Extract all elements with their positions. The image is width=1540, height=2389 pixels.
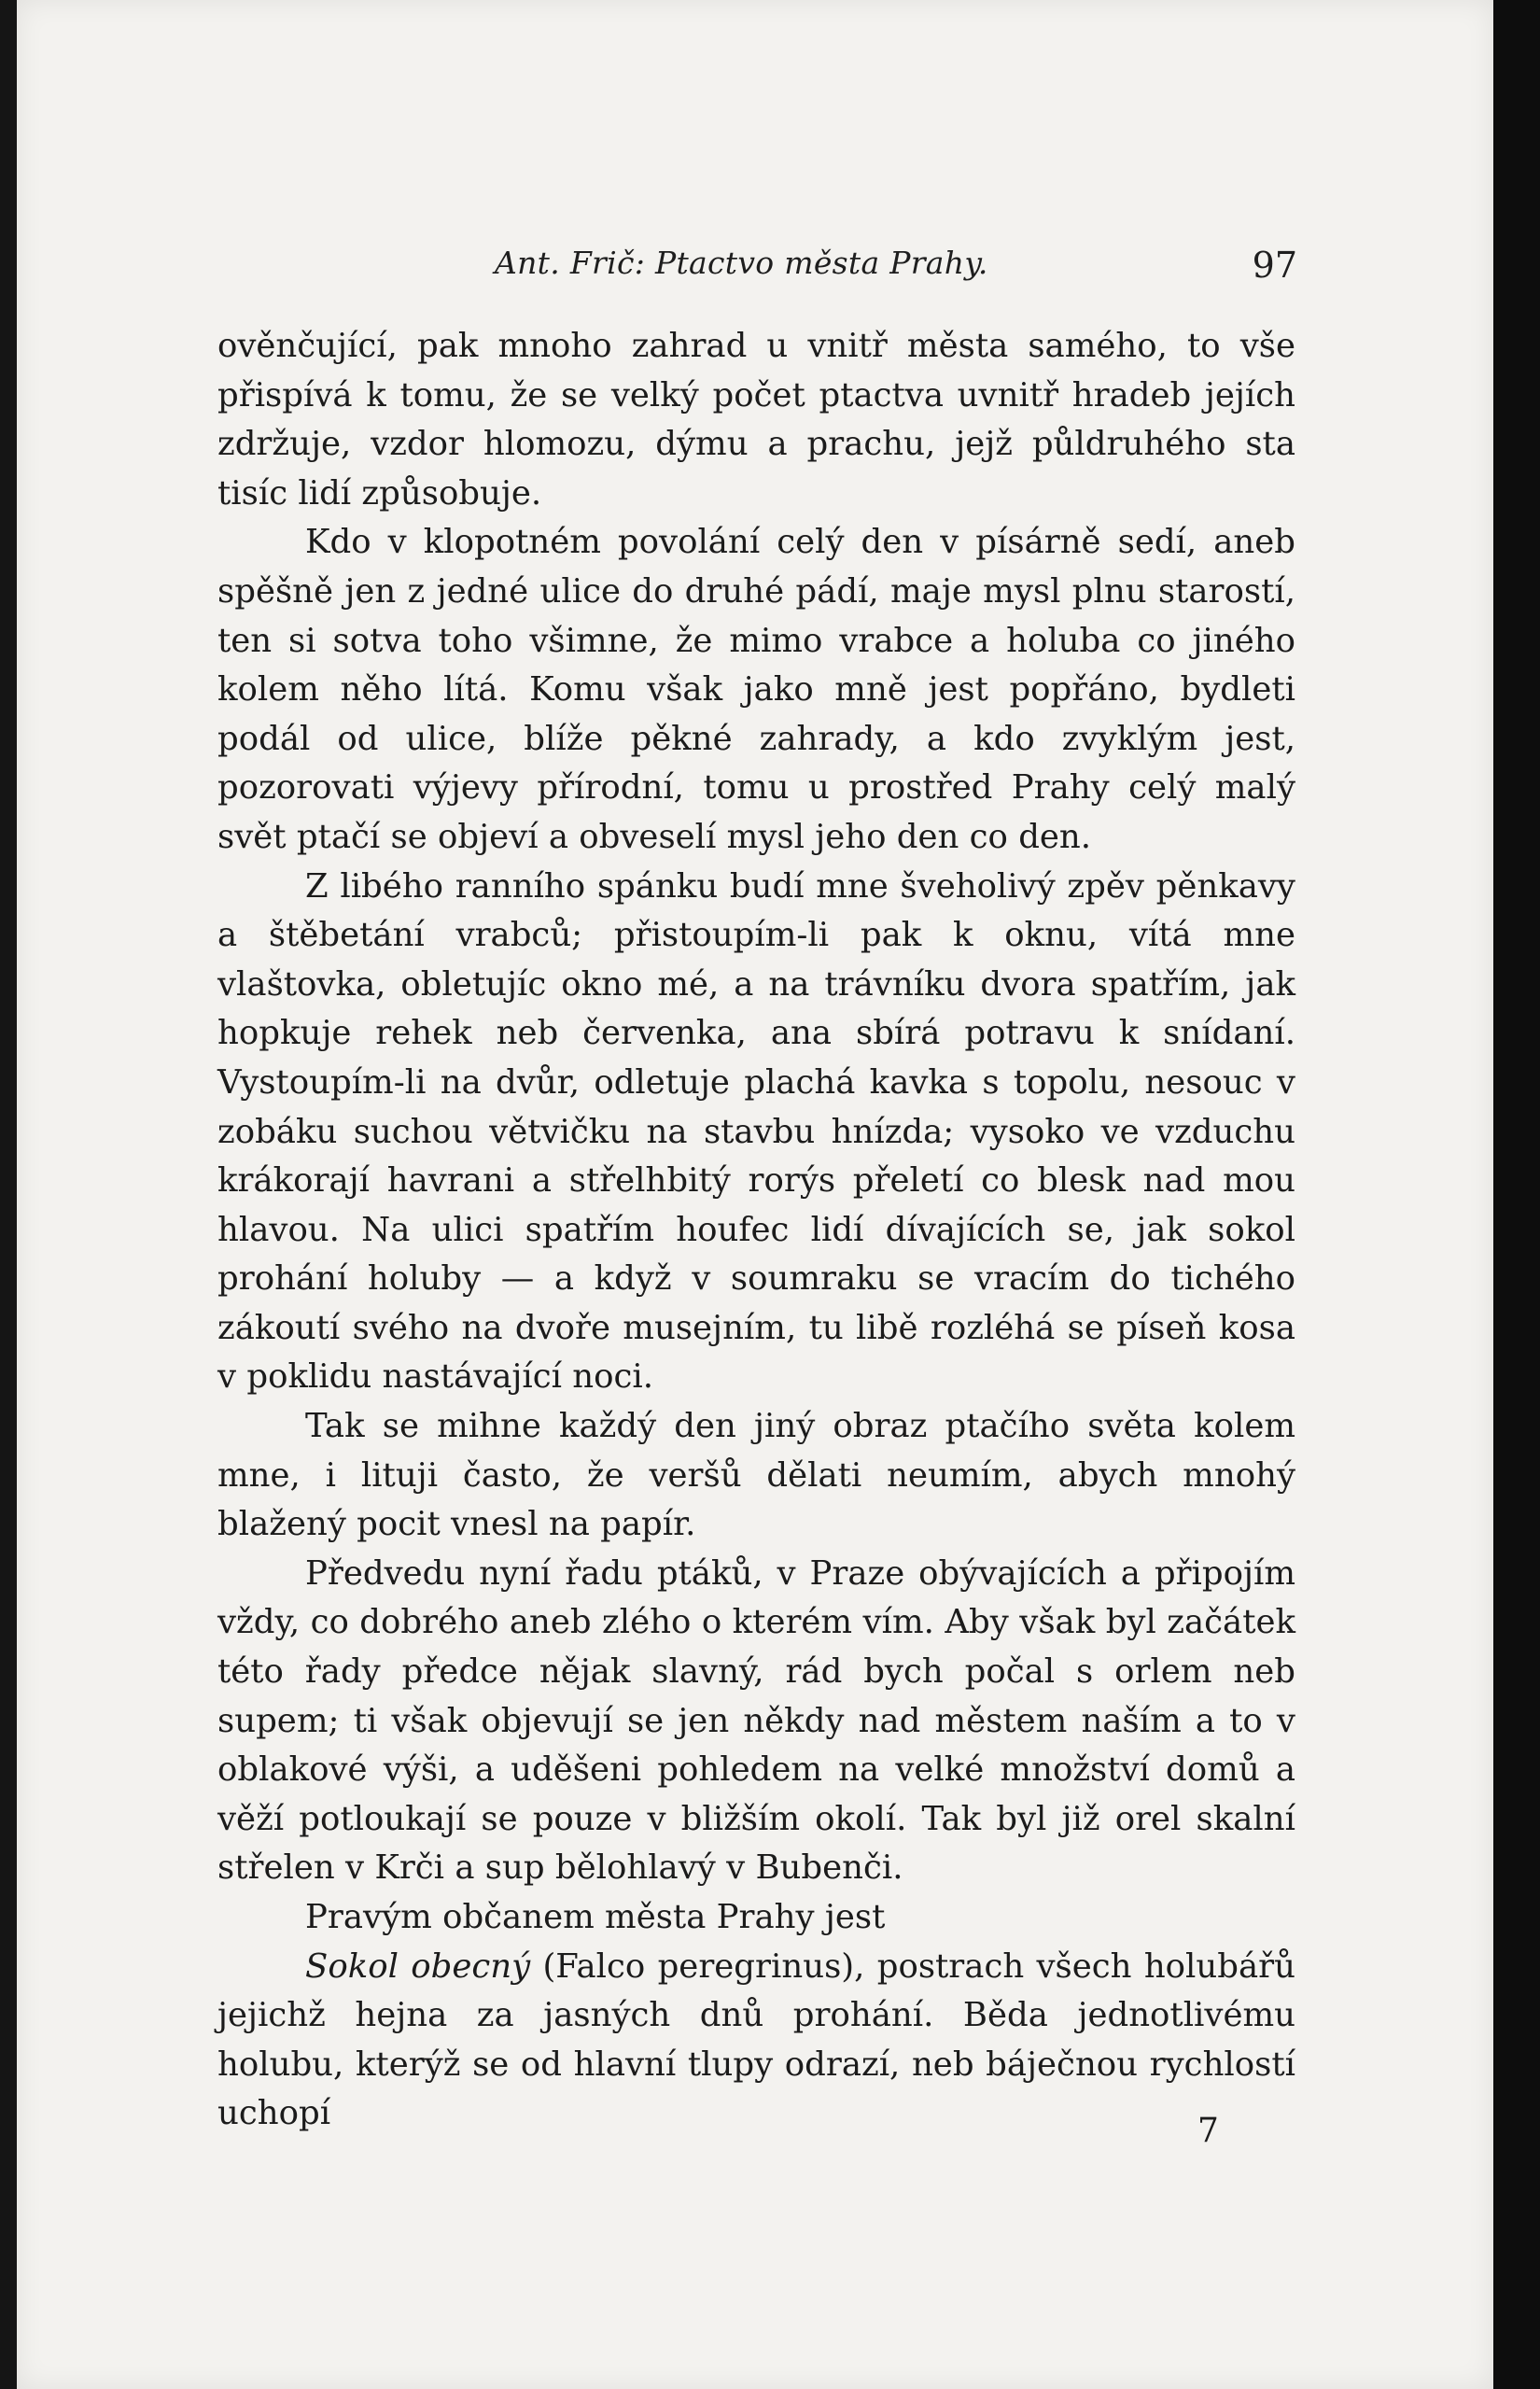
paragraph-5: Předvedu nyní řadu ptáků, v Praze obývajících a připojím vždy, co dobrého aneb zlého o kterém vím. Aby však byl začátek této řady předce nějak slavný, rád bych počal s orlem neb supem; ti však objevují se jen někdy nad městem naším a to v oblakové výši, a uděšeni pohledem na velké množství domů a věží potloukají se pouze v bližším okolí. Tak byl již orel skalní střelen v Krči a sup bělohlavý v Bubenči. [217, 1553, 1295, 1888]
species-name: Sokol obecný [305, 1946, 531, 1986]
paragraph-2: Kdo v klopotném povolání celý den v písárně sedí, aneb spěšně jen z jedné ulice do druhé pádí, maje mysl plnu starostí, ten si sotva toho všimne, že mimo vrabce a holuba co jiného kolem něho lítá. Komu však jako mně jest popřáno, bydleti podál od ulice, blíže pěkné zahrady, a kdo zvyklým jest, pozorovati výjevy přírodní, tomu u prostřed Prahy celý malý svět ptačí se objeví a obveselí mysl jeho den co den. [217, 523, 1295, 856]
paragraph-3: Z libého ranního spánku budí mne šveholivý zpěv pěnkavy a štěbetání vrabců; přistoupím-li pak k oknu, vítá mne vlaštovka, obletujíc okno mé, a na trávníku dvora spatřím, jak hopkuje rehek neb červenka, ana sbírá potravu k snídaní. Vystoupím-li na dvůr, odletuje plachá kavka s topolu, nesouc v zobáku suchou větvičku na stavbu hnízda; vysoko ve vzduchu krákorají havrani a střelhbitý rorýs přeletí co blesk nad mou hlavou. Na ulici spatřím houfec lidí dívajících se, jak sokol prohání holuby — a když v soumraku se vracím do tichého zákoutí svého na dvoře musejním, tu libě rozléhá se píseň kosa v poklidu nastávající noci. [217, 866, 1295, 1397]
scan-right-edge [1493, 0, 1540, 2389]
page-header [215, 245, 1297, 301]
running-head: Ant. Frič: Ptactvo města Prahy. [495, 245, 988, 281]
scan-left-edge [0, 0, 17, 2389]
body-text [217, 322, 1295, 2139]
paragraph-4: Tak se mihne každý den jiný obraz ptačího světa kolem mne, i lituji často, že veršů dělati neumím, abych mnohý blažený pocit vnesl na papír. [217, 1407, 1295, 1544]
paragraph-6: Pravým občanem města Prahy jest [305, 1898, 886, 1936]
page-number: 97 [1252, 245, 1297, 286]
paragraph-7-text: (Falco peregrinus), postrach všech holubářů jejichž hejna za jasných dnů prohání. Běda jednotlivému holubu, kterýž se od hlavní tlupy odrazí, neb báječnou rychlostí uchopí [217, 1946, 1295, 2133]
signature-mark: 7 [1197, 2112, 1219, 2150]
paragraph-1: ověnčující, pak mnoho zahrad u vnitř města samého, to vše přispívá k tomu, že se velký počet ptactva uvnitř hradeb jejích zdržuje, vzdor hlomozu, dýmu a prachu, jejž půldruhého sta tisíc lidí způsobuje. [217, 327, 1295, 513]
paragraph-7 [217, 1943, 1295, 2139]
